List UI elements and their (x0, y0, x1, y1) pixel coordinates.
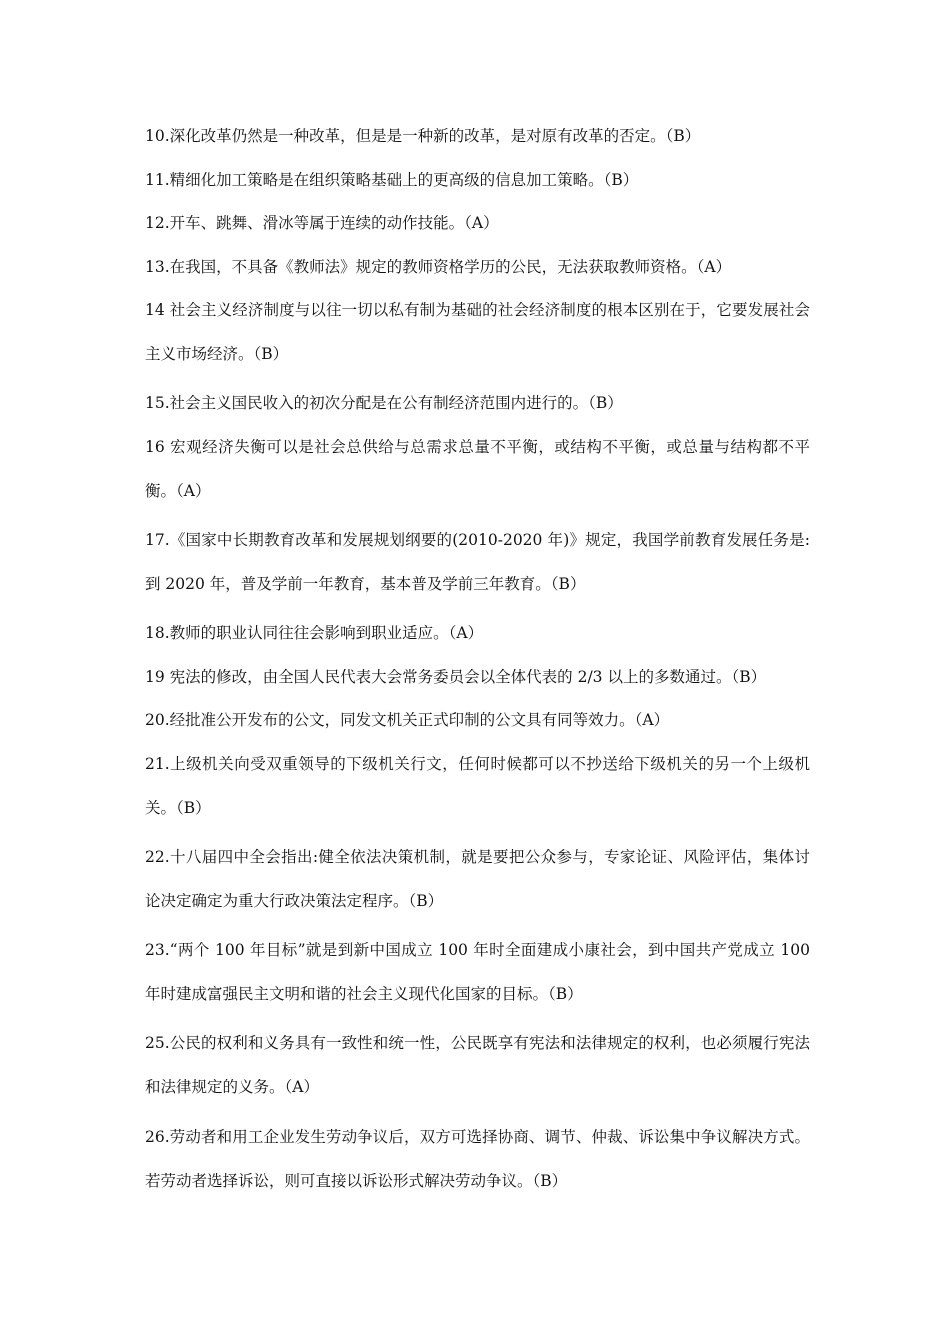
question-21: 21.上级机关向受双重领导的下级机关行文，任何时候都可以不抄送给下级机关的另一个上级机关。（B） (145, 755, 810, 817)
question-23: 23.“两个 100 年目标”就是到新中国成立 100 年时全面建成小康社会，到中国共产党成立 100 年时建成富强民主文明和谐的社会主义现代化国家的目标。（B） (145, 941, 810, 1003)
question-19: 19 宪法的修改，由全国人民代表大会常务委员会以全体代表的 2/3 以上的多数通过。（B） (145, 668, 767, 686)
question-11: 11.精细化加工策略是在组织策略基础上的更高级的信息加工策略。（B） (145, 171, 639, 189)
question-15: 15.社会主义国民收入的初次分配是在公有制经济范围内进行的。（B） (145, 394, 623, 412)
question-12: 12.开车、跳舞、滑冰等属于连续的动作技能。（A） (145, 214, 499, 232)
question-13: 13.在我国，不具备《教师法》规定的教师资格学历的公民，无法获取教师资格。（A） (145, 258, 732, 276)
question-26: 26.劳动者和用工企业发生劳动争议后，双方可选择协商、调节、仲裁、诉讼集中争议解决方式。若劳动者选择诉讼，则可直接以诉讼形式解决劳动争议。（B） (145, 1128, 810, 1190)
question-25: 25.公民的权利和义务具有一致性和统一性，公民既享有宪法和法律规定的权利，也必须履行宪法和法律规定的义务。（A） (145, 1034, 810, 1096)
question-20: 20.经批准公开发布的公文，同发文机关正式印制的公文具有同等效力。（A） (145, 711, 670, 729)
question-14: 14 社会主义经济制度与以往一切以私有制为基础的社会经济制度的根本区别在于，它要发展社会主义市场经济。（B） (145, 301, 810, 363)
question-10: 10.深化改革仍然是一种改革，但是是一种新的改革，是对原有改革的否定。（B） (145, 127, 701, 145)
question-16: 16 宏观经济失衡可以是社会总供给与总需求总量不平衡，或结构不平衡，或总量与结构都不平衡。（A） (145, 438, 810, 500)
question-22: 22.十八届四中全会指出:健全依法决策机制，就是要把公众参与，专家论证、风险评估，集体讨论决定确定为重大行政决策法定程序。（B） (145, 848, 810, 910)
question-18: 18.教师的职业认同往往会影响到职业适应。（A） (145, 624, 484, 642)
question-17: 17.《国家中长期教育改革和发展规划纲要的(2010-2020 年)》规定，我国学前教育发展任务是:到 2020 年，普及学前一年教育，基本普及学前三年教育。（B） (145, 531, 810, 593)
